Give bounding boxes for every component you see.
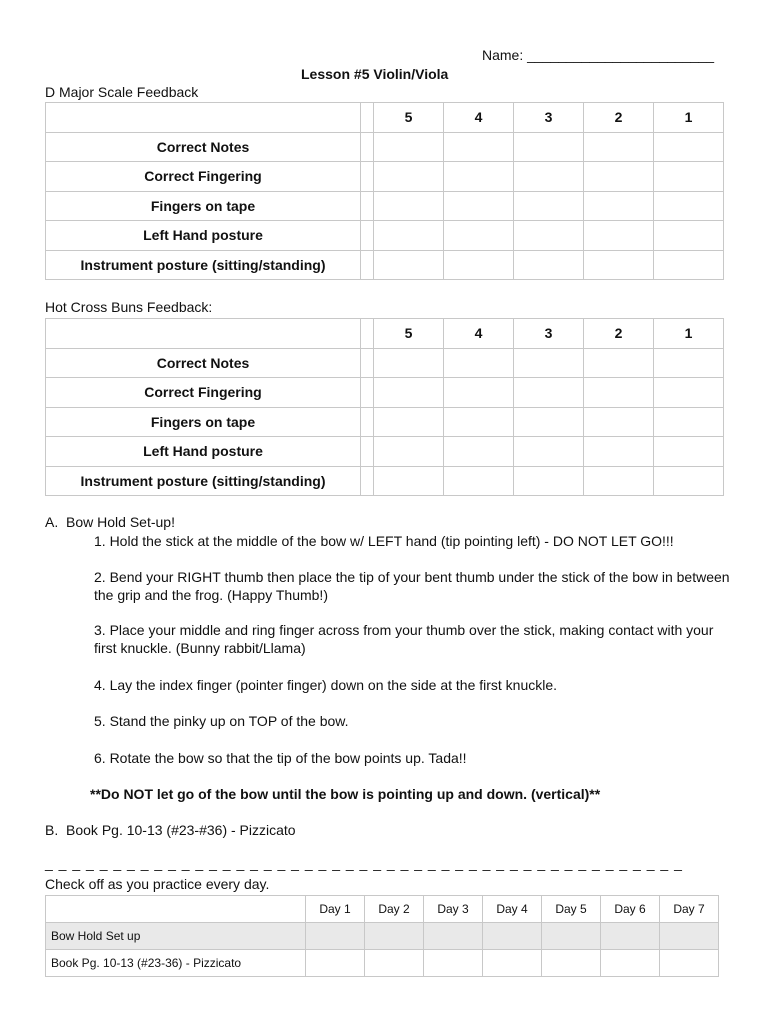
section-marker-a: A. xyxy=(45,514,59,530)
score-cell[interactable] xyxy=(444,437,514,467)
table-row xyxy=(46,466,724,496)
score-cell[interactable] xyxy=(514,162,584,192)
score-cell[interactable] xyxy=(514,378,584,408)
criterion-label: Fingers on tape xyxy=(46,407,361,437)
score-header-row xyxy=(46,103,724,133)
score-cell[interactable] xyxy=(444,132,514,162)
score-1: 1 xyxy=(654,319,724,349)
score-cell[interactable] xyxy=(584,132,654,162)
criterion-label: Instrument posture (sitting/standing) xyxy=(46,250,361,280)
table-row xyxy=(46,221,724,251)
score-cell[interactable] xyxy=(374,250,444,280)
check-cell[interactable] xyxy=(601,950,660,977)
score-cell[interactable] xyxy=(654,221,724,251)
book-title: Book Pg. 10-13 (#23-#36) - Pizzicato xyxy=(66,822,296,838)
book-heading xyxy=(45,822,296,840)
day-header-row xyxy=(46,896,719,923)
bow-step-2: 2. Bend your RIGHT thumb then place the tip of your bent thumb under the stick of the bow in between the grip and the frog. (Happy Thumb!) xyxy=(94,569,730,603)
criterion-label: Left Hand posture xyxy=(46,437,361,467)
score-cell[interactable] xyxy=(514,437,584,467)
criterion-label: Correct Notes xyxy=(46,348,361,378)
bow-hold-heading xyxy=(45,514,175,532)
table-row xyxy=(46,132,724,162)
check-cell[interactable] xyxy=(601,923,660,950)
score-cell[interactable] xyxy=(654,466,724,496)
score-cell[interactable] xyxy=(584,466,654,496)
score-2: 2 xyxy=(584,319,654,349)
day-4-header: Day 4 xyxy=(483,896,542,923)
score-2: 2 xyxy=(584,103,654,133)
table-row xyxy=(46,250,724,280)
score-cell[interactable] xyxy=(654,250,724,280)
criterion-label: Fingers on tape xyxy=(46,191,361,221)
score-cell[interactable] xyxy=(514,250,584,280)
bow-warning: **Do NOT let go of the bow until the bow is pointing up and down. (vertical)** xyxy=(90,786,601,802)
score-3: 3 xyxy=(514,319,584,349)
day-7-header: Day 7 xyxy=(660,896,719,923)
score-cell[interactable] xyxy=(584,378,654,408)
hotcross-feedback-title: Hot Cross Buns Feedback: xyxy=(45,299,213,315)
score-cell[interactable] xyxy=(584,437,654,467)
score-cell[interactable] xyxy=(584,191,654,221)
score-5: 5 xyxy=(374,319,444,349)
score-cell[interactable] xyxy=(374,466,444,496)
score-4: 4 xyxy=(444,319,514,349)
score-cell[interactable] xyxy=(654,348,724,378)
lesson-title: Lesson #5 Violin/Viola xyxy=(301,66,449,82)
score-cell[interactable] xyxy=(444,250,514,280)
score-cell[interactable] xyxy=(374,348,444,378)
practice-title: Check off as you practice every day. xyxy=(45,876,270,892)
bow-step-1: 1. Hold the stick at the middle of the bow w/ LEFT hand (tip pointing left) - DO NOT LET GO!!! xyxy=(94,533,674,549)
score-header-row xyxy=(46,319,724,349)
score-4: 4 xyxy=(444,103,514,133)
score-cell[interactable] xyxy=(374,191,444,221)
score-cell[interactable] xyxy=(514,132,584,162)
score-cell[interactable] xyxy=(654,191,724,221)
table-row xyxy=(46,378,724,408)
score-cell[interactable] xyxy=(514,191,584,221)
table-row xyxy=(46,950,719,977)
score-cell[interactable] xyxy=(374,221,444,251)
bow-step-4: 4. Lay the index finger (pointer finger) down on the side at the first knuckle. xyxy=(94,677,558,693)
score-cell[interactable] xyxy=(444,162,514,192)
score-cell[interactable] xyxy=(584,221,654,251)
bow-step-3: 3. Place your middle and ring finger across from your thumb over the stick, making contact with your first knuckle. (Bunny rabbit/Llama) xyxy=(94,622,714,656)
day-6-header: Day 6 xyxy=(601,896,660,923)
cut-line: _ _ _ _ _ _ _ _ _ _ _ _ _ _ _ _ _ _ _ _ _ _ _ _ _ _ _ _ _ _ _ _ _ _ _ _ _ _ _ _ _ _ _ _ _ _ _ xyxy=(45,855,683,871)
bow-step-5: 5. Stand the pinky up on TOP of the bow. xyxy=(94,713,349,729)
score-cell[interactable] xyxy=(514,466,584,496)
score-cell[interactable] xyxy=(584,348,654,378)
score-cell[interactable] xyxy=(374,437,444,467)
score-cell[interactable] xyxy=(584,407,654,437)
score-1: 1 xyxy=(654,103,724,133)
check-cell[interactable] xyxy=(483,950,542,977)
hotcross-feedback-table xyxy=(45,318,724,496)
score-cell[interactable] xyxy=(374,132,444,162)
criterion-label: Correct Fingering xyxy=(46,378,361,408)
section-marker-b: B. xyxy=(45,822,59,838)
score-cell[interactable] xyxy=(374,378,444,408)
score-cell[interactable] xyxy=(374,162,444,192)
bow-hold-title: Bow Hold Set-up! xyxy=(66,514,175,530)
score-cell[interactable] xyxy=(514,221,584,251)
score-cell[interactable] xyxy=(444,407,514,437)
table-row xyxy=(46,437,724,467)
bow-step-6: 6. Rotate the bow so that the tip of the bow points up. Tada!! xyxy=(94,750,467,766)
score-cell[interactable] xyxy=(444,466,514,496)
table-row xyxy=(46,923,719,950)
score-cell[interactable] xyxy=(444,348,514,378)
score-cell[interactable] xyxy=(584,250,654,280)
criterion-label: Instrument posture (sitting/standing) xyxy=(46,466,361,496)
table-row xyxy=(46,191,724,221)
day-3-header: Day 3 xyxy=(424,896,483,923)
practice-log-table xyxy=(45,895,719,977)
check-cell[interactable] xyxy=(424,950,483,977)
day-1-header: Day 1 xyxy=(306,896,365,923)
score-cell[interactable] xyxy=(374,407,444,437)
day-2-header: Day 2 xyxy=(365,896,424,923)
score-cell[interactable] xyxy=(584,162,654,192)
practice-task-label: Book Pg. 10-13 (#23-36) - Pizzicato xyxy=(46,950,306,977)
score-5: 5 xyxy=(374,103,444,133)
table-row xyxy=(46,348,724,378)
score-cell[interactable] xyxy=(444,221,514,251)
criterion-label: Left Hand posture xyxy=(46,221,361,251)
day-5-header: Day 5 xyxy=(542,896,601,923)
check-cell[interactable] xyxy=(424,923,483,950)
score-cell[interactable] xyxy=(514,348,584,378)
check-cell[interactable] xyxy=(542,923,601,950)
check-cell[interactable] xyxy=(542,950,601,977)
table-row xyxy=(46,162,724,192)
check-cell[interactable] xyxy=(306,923,365,950)
check-cell[interactable] xyxy=(483,923,542,950)
score-cell[interactable] xyxy=(654,407,724,437)
check-cell[interactable] xyxy=(660,950,719,977)
check-cell[interactable] xyxy=(306,950,365,977)
score-cell[interactable] xyxy=(654,162,724,192)
score-cell[interactable] xyxy=(444,378,514,408)
dmajor-feedback-title: D Major Scale Feedback xyxy=(45,84,199,100)
criterion-label: Correct Fingering xyxy=(46,162,361,192)
score-cell[interactable] xyxy=(654,378,724,408)
check-cell[interactable] xyxy=(365,950,424,977)
dmajor-feedback-table xyxy=(45,102,724,280)
criterion-label: Correct Notes xyxy=(46,132,361,162)
name-field-label: Name: ________________________ xyxy=(482,47,714,63)
score-cell[interactable] xyxy=(514,407,584,437)
table-row xyxy=(46,407,724,437)
practice-task-label: Bow Hold Set up xyxy=(46,923,306,950)
check-cell[interactable] xyxy=(365,923,424,950)
score-3: 3 xyxy=(514,103,584,133)
score-cell[interactable] xyxy=(654,132,724,162)
score-cell[interactable] xyxy=(654,437,724,467)
score-cell[interactable] xyxy=(444,191,514,221)
check-cell[interactable] xyxy=(660,923,719,950)
